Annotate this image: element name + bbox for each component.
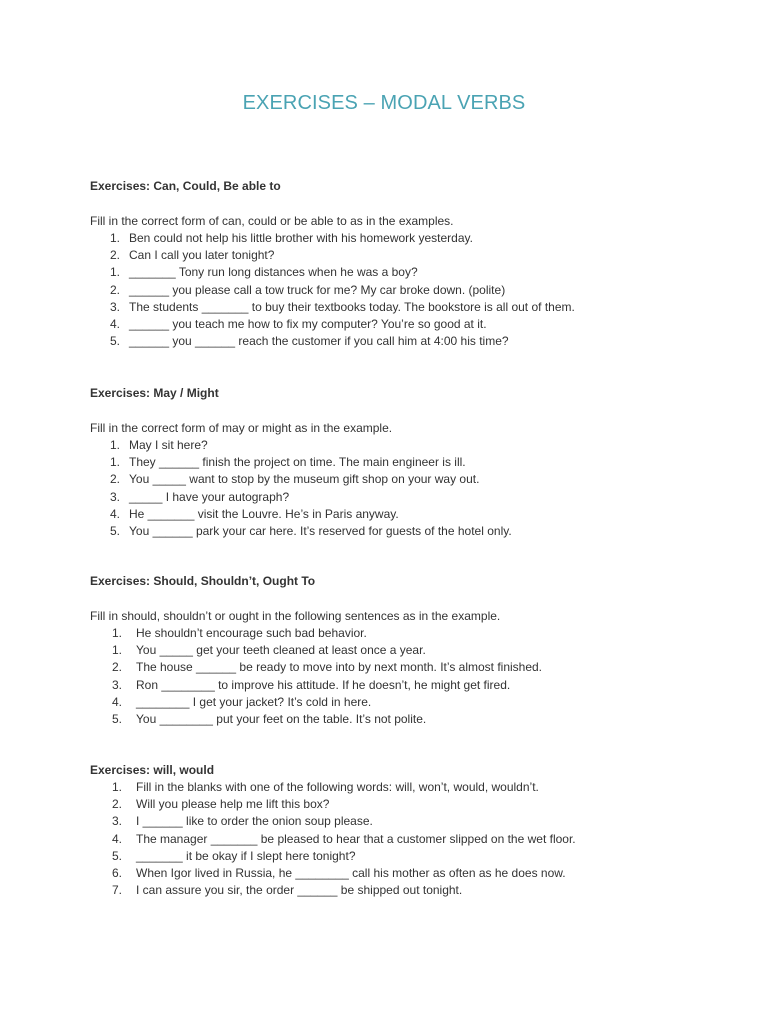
- list-item: 1. He shouldn’t encourage such bad behavior.: [111, 626, 367, 640]
- list-item: 2. Will you please help me lift this box?: [111, 797, 330, 812]
- section-heading: Exercises: will, would: [90, 763, 215, 777]
- page-title: EXERCISES – MODAL VERBS: [242, 92, 526, 114]
- list-item: 1. They ______ finish the project on time. The main engineer is ill.: [109, 455, 466, 470]
- list-item: 4. ______ you teach me how to fix my computer? You’re so good at it.: [109, 316, 487, 331]
- list-item: 6. When Igor lived in Russia, he ________ call his mother as often as he does now.: [111, 865, 566, 880]
- exercise-list: [90, 779, 730, 899]
- exercise-list: [90, 625, 730, 728]
- list-item: 2. You _____ want to stop by the museum gift shop on your way out.: [109, 472, 480, 487]
- list-item: 2. The house ______ be ready to move into by next month. It’s almost finished.: [111, 660, 543, 675]
- list-item: 3. I ______ like to order the onion soup please.: [111, 814, 373, 829]
- list-item: 1. You _____ get your teeth cleaned at least once a year.: [111, 643, 426, 658]
- list-item: 1. _______ Tony run long distances when he was a boy?: [109, 265, 418, 280]
- list-item: 4. ________ I get your jacket? It’s cold in here.: [111, 694, 372, 709]
- list-item: 5. _______ it be okay if I slept here tonight?: [111, 848, 356, 863]
- list-item: 5. ______ you ______ reach the customer if you call him at 4:00 his time?: [109, 334, 509, 349]
- list-item: 5. You ________ put your feet on the table. It’s not polite.: [111, 711, 427, 726]
- section-instruction: Fill in the correct form of can, could or be able to as in the examples.: [90, 214, 454, 228]
- list-item: 3. The students _______ to buy their textbooks today. The bookstore is all out of them.: [109, 299, 575, 314]
- list-item: 1. Ben could not help his little brother with his homework yesterday.: [109, 231, 473, 245]
- exercise-list: [90, 437, 730, 540]
- section-heading: Exercises: Should, Shouldn’t, Ought To: [90, 574, 316, 588]
- list-item: 2. Can I call you later tonight?: [109, 248, 275, 263]
- list-item: 1. May I sit here?: [109, 438, 208, 452]
- section-may-might: [90, 385, 730, 540]
- list-item: 1. Fill in the blanks with one of the following words: will, won’t, would, wouldn’t.: [111, 780, 539, 794]
- section-should-ought: [90, 573, 730, 728]
- section-instruction: Fill in the correct form of may or might as in the example.: [90, 421, 393, 435]
- list-item: 5. You ______ park your car here. It’s reserved for guests of the hotel only.: [109, 523, 512, 538]
- list-item: 4. The manager _______ be pleased to hear that a customer slipped on the wet floor.: [111, 831, 576, 846]
- list-item: 4. He _______ visit the Louvre. He’s in Paris anyway.: [109, 506, 399, 521]
- list-item: 7. I can assure you sir, the order ______ be shipped out tonight.: [111, 883, 463, 898]
- list-item: 3. _____ I have your autograph?: [109, 489, 290, 504]
- section-can-could: [90, 178, 730, 350]
- exercise-list: [90, 230, 730, 350]
- section-will-would: [90, 762, 730, 899]
- list-item: 2. ______ you please call a tow truck for me? My car broke down. (polite): [109, 282, 506, 297]
- section-heading: Exercises: May / Might: [90, 386, 219, 400]
- section-instruction: Fill in should, shouldn’t or ought in the following sentences as in the example.: [90, 609, 501, 623]
- section-heading: Exercises: Can, Could, Be able to: [90, 179, 281, 193]
- list-item: 3. Ron ________ to improve his attitude. If he doesn’t, he might get fired.: [111, 677, 511, 692]
